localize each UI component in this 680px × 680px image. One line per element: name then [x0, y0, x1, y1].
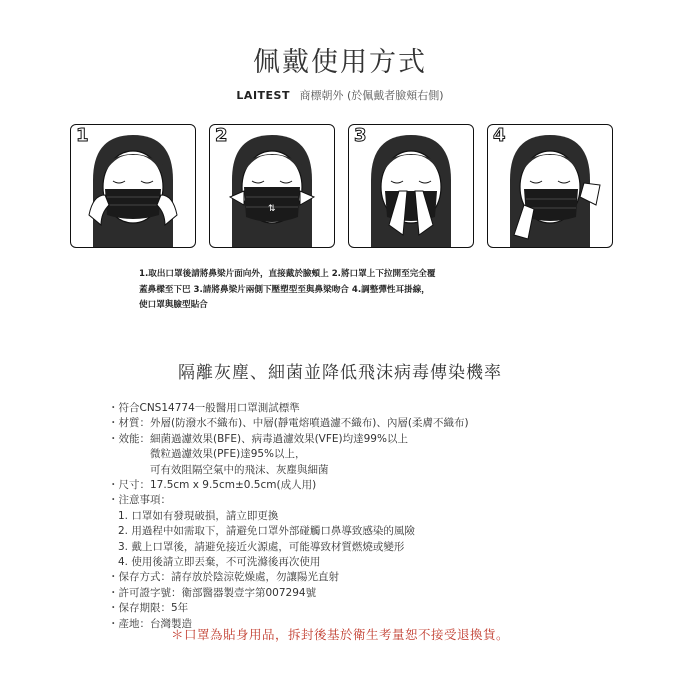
spec-efficacy: ・效能：細菌過濾效果(BFE)、病毒過濾效果(VFE)均達99%以上	[108, 432, 408, 445]
usage-instructions	[139, 267, 559, 314]
note-item: 4. 使用後請立即丟棄，不可洗滌後再次使用	[118, 556, 321, 569]
spec-list	[108, 401, 568, 632]
spec-efficacy-cont: 可有效阻隔空氣中的飛沫、灰塵與細菌	[150, 463, 329, 476]
brand-label: LAITEST	[236, 89, 290, 102]
warning-note: ＊口罩為貼身用品，拆封後基於衛生考量恕不接受退換貨。	[170, 627, 509, 642]
note-item: 1. 口罩如有發現破損，請立即更換	[118, 509, 279, 522]
spec-origin: ・產地：台灣製造	[108, 617, 192, 630]
step-illustrations	[70, 124, 610, 246]
step-number: 4	[493, 125, 506, 146]
step-1-panel	[70, 124, 196, 248]
step-1-illustration	[71, 125, 195, 247]
spec-notes-title: ・注意事項：	[108, 494, 171, 507]
step-3-panel	[348, 124, 474, 248]
page-title: 佩戴使用方式	[253, 47, 427, 78]
spec-efficacy-cont: 微粒過濾效果(PFE)達95%以上，	[150, 448, 306, 461]
step-number: 3	[354, 125, 367, 146]
section-heading: 隔離灰塵、細菌並降低飛沫病毒傳染機率	[178, 363, 502, 383]
subtitle	[0, 87, 680, 103]
step-4-illustration	[488, 125, 612, 247]
step-4-panel	[487, 124, 613, 248]
step-number: 1	[76, 125, 89, 146]
step-3-illustration	[349, 125, 473, 247]
step-2-illustration	[210, 125, 334, 247]
spec-standard: ・符合CNS14774一般醫用口罩測試標準	[108, 402, 300, 414]
spec-size: ・尺寸：17.5cm x 9.5cm±0.5cm(成人用)	[108, 479, 317, 492]
spec-material: ・材質：外層(防潑水不織布)、中層(靜電熔噴過濾不織布)、內層(柔膚不織布)	[108, 417, 469, 430]
svg-text:⇅: ⇅	[268, 204, 276, 214]
step-number: 2	[215, 125, 228, 146]
spec-storage: ・保存方式：請存放於陰涼乾燥處，勿讓陽光直射	[108, 571, 339, 584]
spec-shelf-life: ・保存期限：5年	[108, 602, 189, 615]
subtitle-text: 商標朝外 (於佩戴者臉頰右側)	[299, 89, 444, 102]
note-item: 3. 戴上口罩後，請避免接近火源處，可能導致材質燃燒或變形	[118, 540, 405, 553]
instruction-line: 蓋鼻樑至下巴 3.請將鼻梁片兩側下壓塑型至與鼻梁吻合 4.調整彈性耳掛線，	[139, 284, 430, 295]
spec-license: ・許可證字號：衛部醫器製壹字第007294號	[108, 586, 317, 599]
note-item: 2. 用過程中如需取下，請避免口罩外部碰觸口鼻導致感染的風險	[118, 525, 415, 538]
step-2-panel	[209, 124, 335, 248]
instruction-line: 使口罩與臉型貼合	[139, 300, 208, 310]
instruction-line: 1.取出口罩後請將鼻梁片面向外，直接戴於臉頰上 2.將口罩上下拉開至完全覆	[139, 269, 436, 279]
